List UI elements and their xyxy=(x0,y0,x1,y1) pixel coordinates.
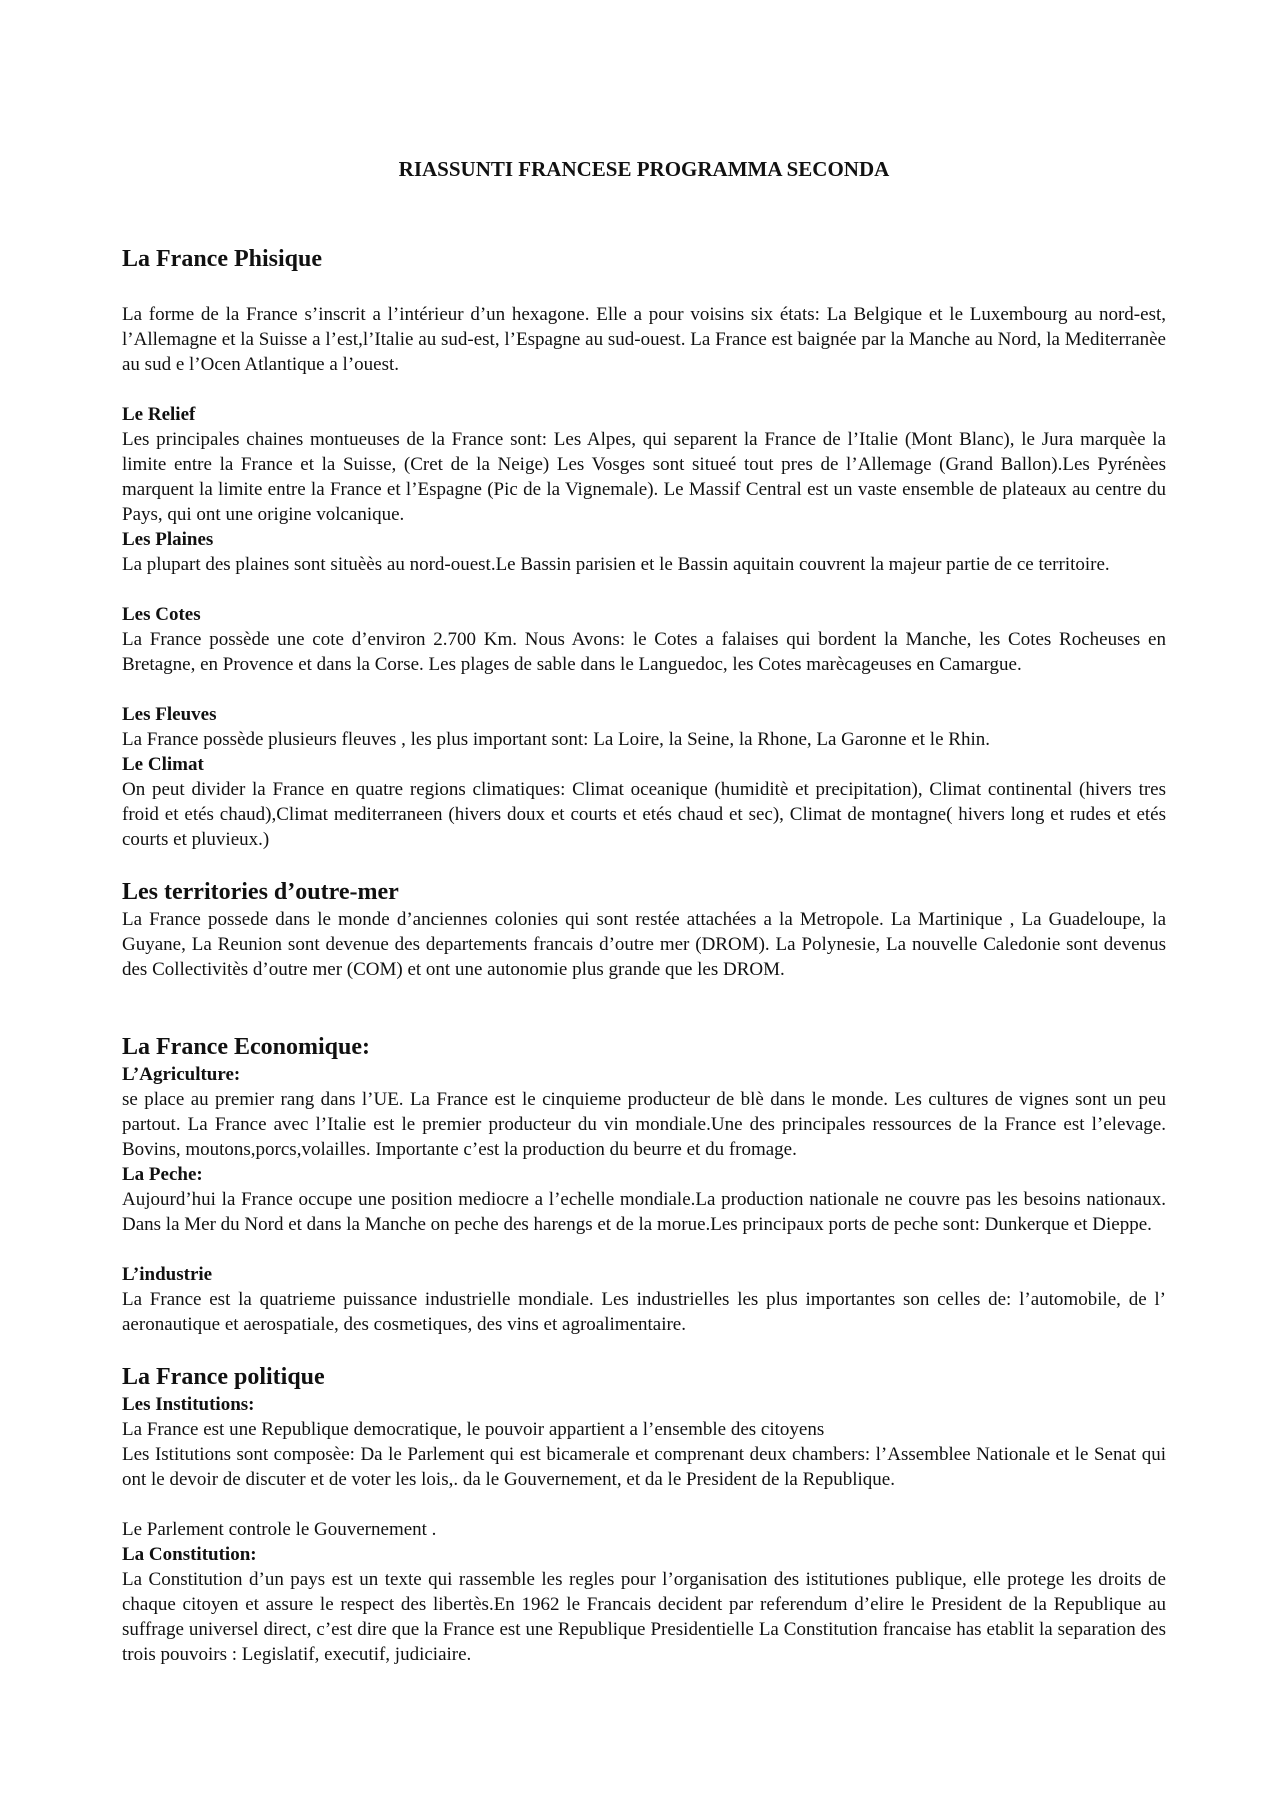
subheading-institutions: Les Institutions: xyxy=(122,1394,255,1415)
paragraph-peche: Aujourd’hui la France occupe une position mediocre a l’echelle mondiale.La production nationale ne couvre pas les besoins nationaux. Dans la Mer du Nord et dans la Manche on peche des harengs et de la morue.Les principaux ports de peche sont: Dunkerque et Dieppe. xyxy=(122,1189,1166,1235)
paragraph-climat: On peut divider la France en quatre regions climatiques: Climat oceanique (humiditè et precipitation), Climat continental (hivers tres froid et etés chaud),Climat mediterraneen (hivers doux et courts et etés chaud et sec), Climat de montagne( hivers long et rudes et etés courts et pluvieux.) xyxy=(122,779,1166,850)
subheading-industrie: L’industrie xyxy=(122,1264,213,1285)
paragraph-territories: La France possede dans le monde d’anciennes colonies qui sont restée attachées a la Metropole. La Martinique , La Guadeloupe, la Guyane, La Reunion sont devenue des departements francais d’outre mer (DROM). La Polynesie, La nouvelle Caledonie sont devenus des Collectivitès d’outre mer (COM) et ont une autonomie plus grande que les DROM. xyxy=(122,909,1166,980)
heading-france-phisique: La France Phisique xyxy=(122,246,323,272)
paragraph-fleuves: La France possède plusieurs fleuves , les plus important sont: La Loire, la Seine, la Rhone, La Garonne et le Rhin. xyxy=(122,729,990,750)
subheading-constitution: La Constitution: xyxy=(122,1544,257,1565)
paragraph-institutions-3: Le Parlement controle le Gouvernement . xyxy=(122,1519,437,1540)
paragraph-constitution: La Constitution d’un pays est un texte qui rassemble les regles pour l’organisation des istitutiones publique, elle protege les droits de chaque citoyen et assure le respect des libertès.En 1962 le Francais decident par referendum d’elire le President de la Republique au suffrage universel direct, c’est dire que la France est une Republique Presidentielle La Constitution francaise has etablit la separation des trois pouvoirs : Legislatif, executif, judiciaire. xyxy=(122,1569,1166,1665)
paragraph-intro: La forme de la France s’inscrit a l’intérieur d’un hexagone. Elle a pour voisins six états: La Belgique et le Luxembourg au nord-est, l’Allemagne et la Suisse a l’est,l’Italie au sud-est, l’Espagne au sud-ouest. La France est baignée par la Manche au Nord, la Mediterranèe au sud e l’Ocen Atlantique a l’ouest. xyxy=(122,304,1166,375)
subheading-relief: Le Relief xyxy=(122,404,196,425)
subheading-fleuves: Les Fleuves xyxy=(122,704,217,725)
paragraph-institutions-2: Les Istitutions sont composèe: Da le Parlement qui est bicamerale et comprenant deux chambers: l’Assemblee Nationale et le Senat qui ont le devoir de discuter et de voter les lois,. da le Gouvernement, et da le President de la Republique. xyxy=(122,1444,1166,1490)
subheading-agriculture: L’Agriculture: xyxy=(122,1064,241,1085)
heading-territories: Les territories d’outre-mer xyxy=(122,879,399,905)
paragraph-plaines: La plupart des plaines sont situèès au nord-ouest.Le Bassin parisien et le Bassin aquitain couvrent la majeur partie de ce territoire. xyxy=(122,554,1110,575)
paragraph-industrie: La France est la quatrieme puissance industrielle mondiale. Les industrielles les plus importantes son celles de: l’automobile, de l’ aeronautique et aerospatiale, des cosmetiques, des vins et agroalimentaire. xyxy=(122,1289,1166,1335)
paragraph-agriculture: se place au premier rang dans l’UE. La France est le cinquieme producteur de blè dans le monde. Les cultures de vignes sont un peu partout. La France avec l’Italie est le premier producteur du vin mondiale.Une des principales ressources de la France est l’elevage. Bovins, moutons,porcs,volailles. Importante c’est la production du beurre et du fromage. xyxy=(122,1089,1166,1160)
subheading-peche: La Peche: xyxy=(122,1164,203,1185)
heading-france-economique: La France Economique: xyxy=(122,1034,370,1060)
paragraph-relief: Les principales chaines montueuses de la France sont: Les Alpes, qui separent la France de l’Italie (Mont Blanc), le Jura marquèe la limite entre la France et la Suisse, (Cret de la Neige) Les Vosges sont situeé tout pres de l’Allemage (Grand Ballon).Les Pyrénèes marquent la limite entre la France et l’Espagne (Pic de la Vignemale). Le Massif Central est un vaste ensemble de plateaux au centre du Pays, qui ont une origine volcanique. xyxy=(122,429,1166,525)
heading-france-politique: La France politique xyxy=(122,1364,325,1390)
subheading-cotes: Les Cotes xyxy=(122,604,201,625)
paragraph-cotes: La France possède une cote d’environ 2.700 Km. Nous Avons: le Cotes a falaises qui bordent la Manche, les Cotes Rocheuses en Bretagne, en Provence et dans la Corse. Les plages de sable dans le Languedoc, les Cotes marècageuses en Camargue. xyxy=(122,629,1166,675)
subheading-climat: Le Climat xyxy=(122,754,204,775)
subheading-plaines: Les Plaines xyxy=(122,529,214,550)
paragraph-institutions-1: La France est une Republique democratique, le pouvoir appartient a l’ensemble des citoyens xyxy=(122,1419,825,1440)
document-title: RIASSUNTI FRANCESE PROGRAMMA SECONDA xyxy=(398,157,890,181)
